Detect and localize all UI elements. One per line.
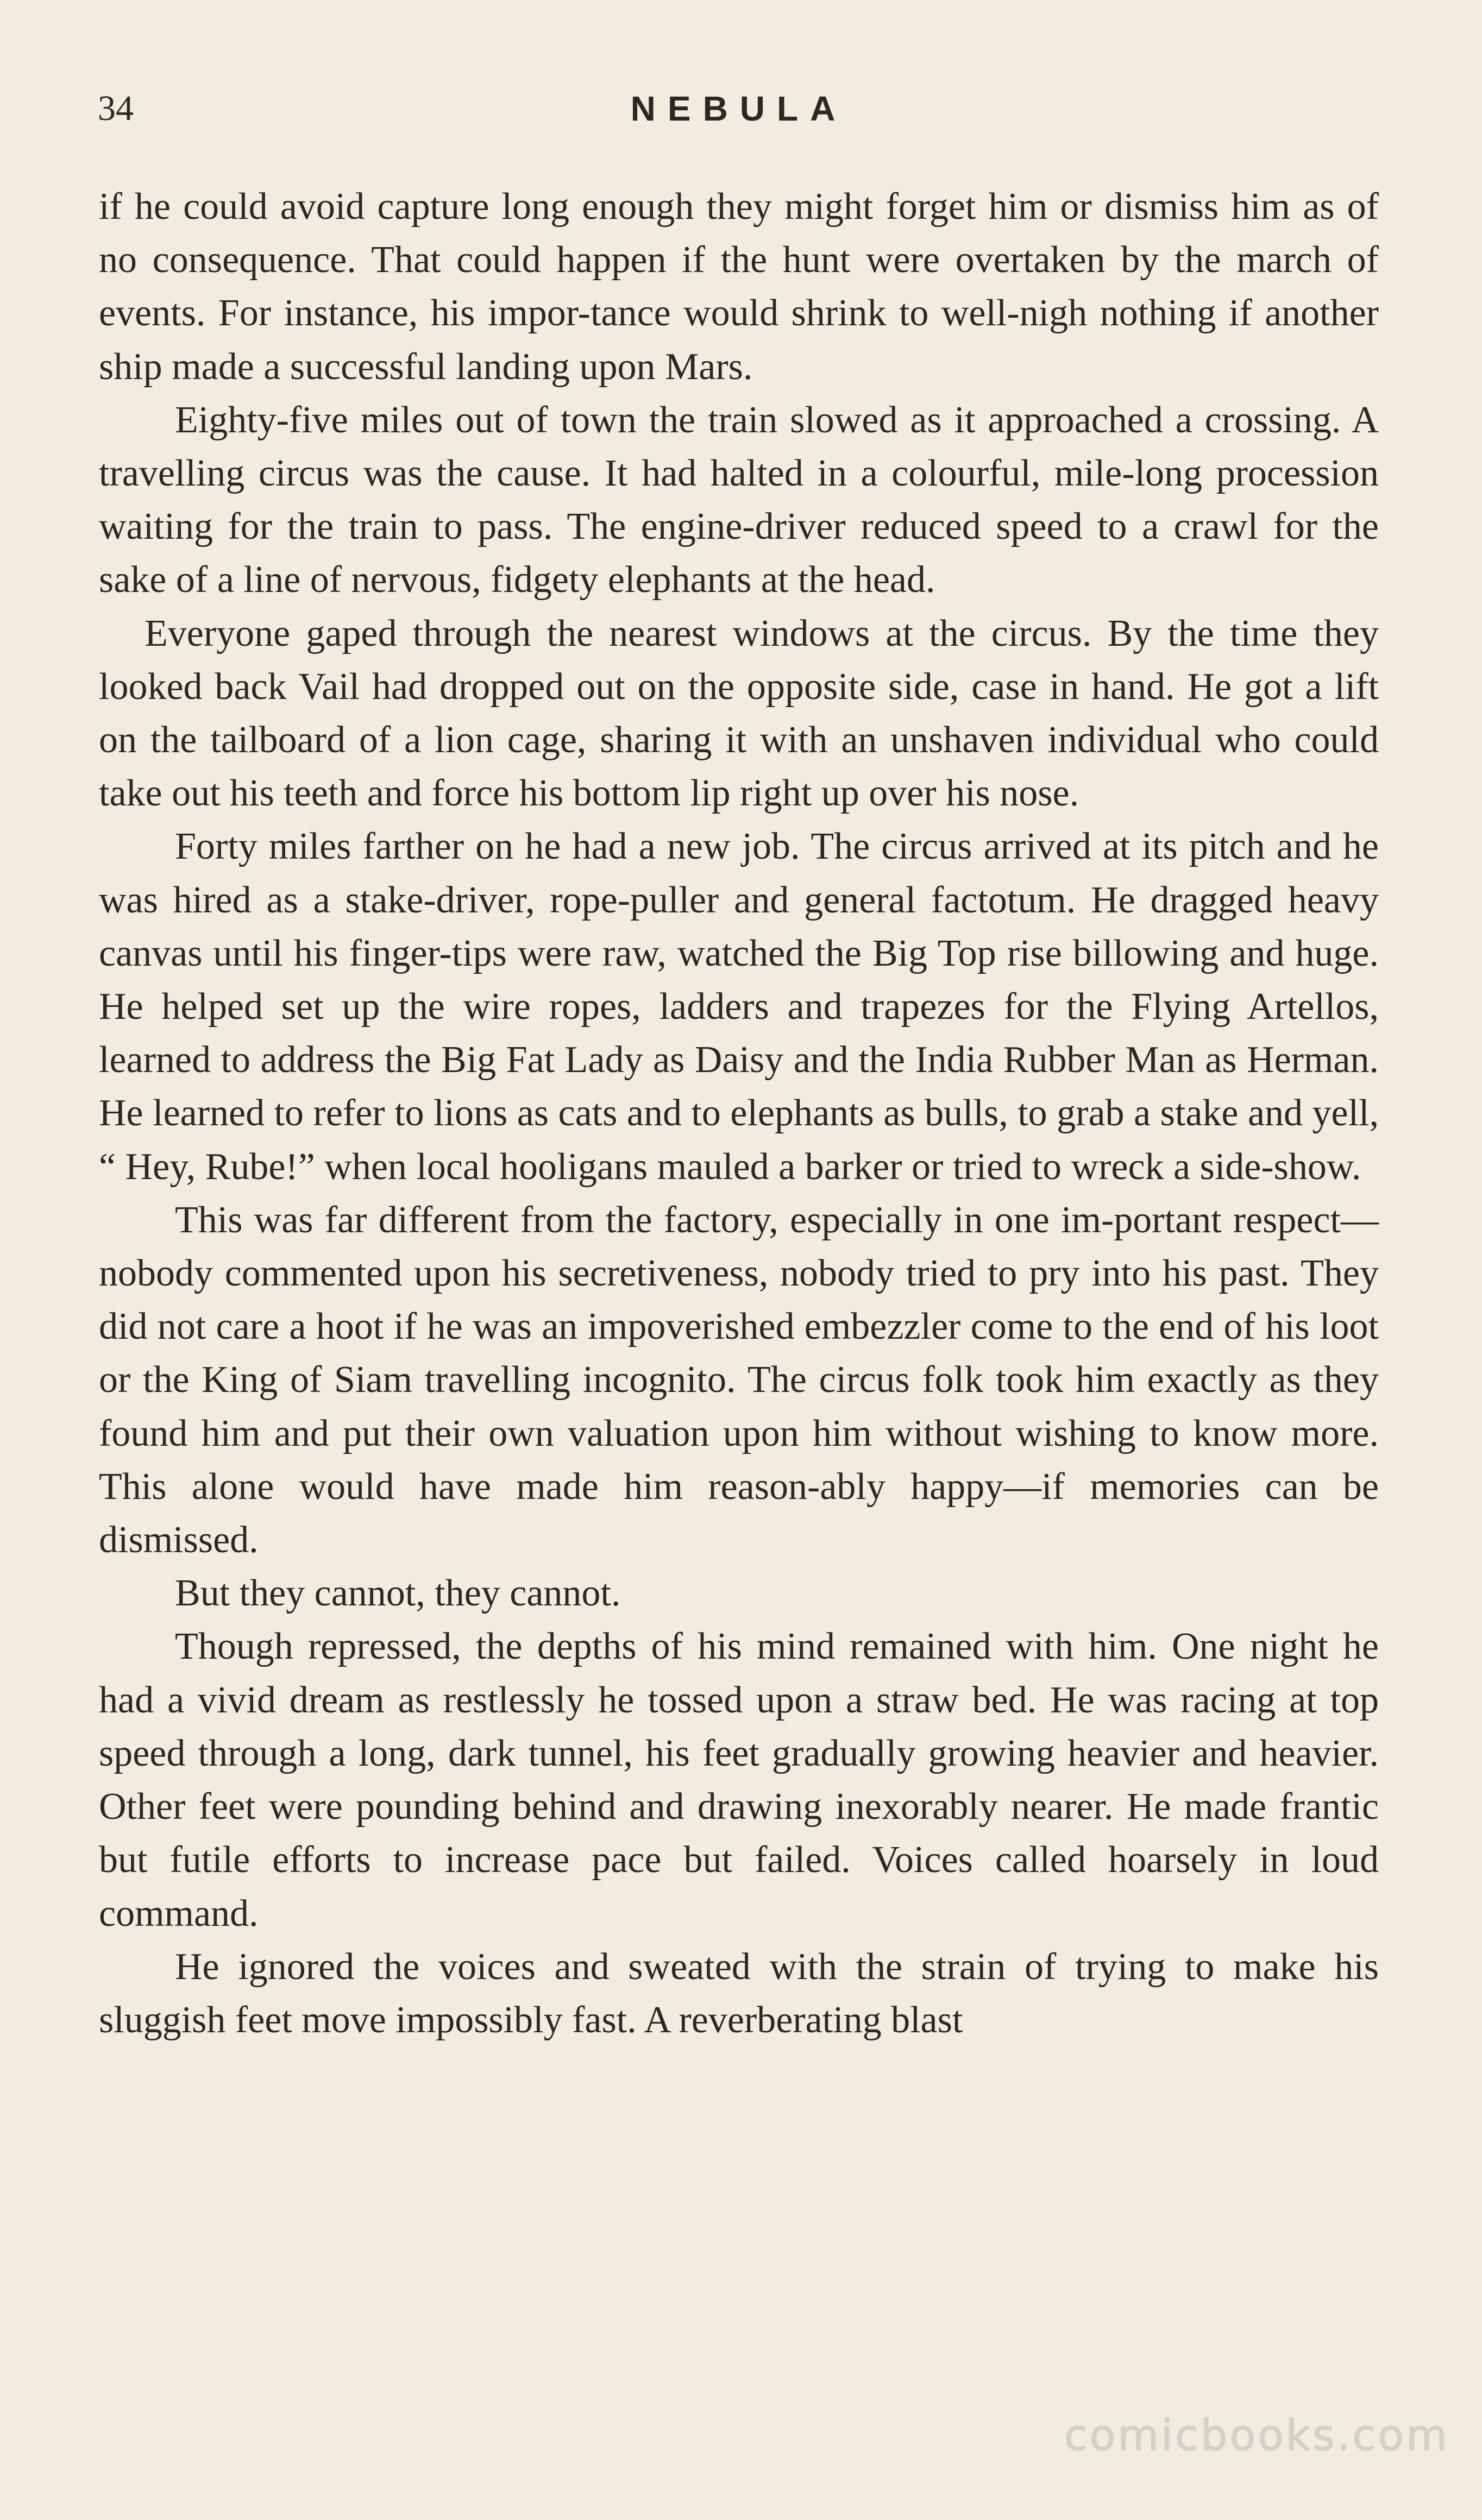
paragraph-1: if he could avoid capture long enough they might forget him or dismiss him as of no consequence. That could happen if the hunt were overtaken by the march of events. For instance, his impor-tance would shrink to well-nigh nothing if another ship made a successful landing upon Mars. xyxy=(99,186,1379,388)
paragraph-3: Everyone gaped through the nearest windows at the circus. By the time they looked back Vail had dropped out on the opposite side, case in hand. He got a lift on the tailboard of a lion cage, sharing it with an unshaven individual who could take out his teeth and force his bottom lip right up over his nose. xyxy=(99,612,1379,815)
running-title: NEBULA xyxy=(630,89,847,128)
body-text xyxy=(99,180,1379,2047)
paragraph-7: Though repressed, the depths of his mind remained with him. One night he had a vivid dream as restlessly he tossed upon a straw bed. He was racing at top speed through a long, dark tunnel, his feet gradually growing heavier and heavier. Other feet were pounding behind and drawing inexorably nearer. He made frantic but futile efforts to increase pace but failed. Voices called hoarsely in loud command. xyxy=(99,1626,1379,1935)
paragraph-8: He ignored the voices and sweated with the strain of trying to make his sluggish feet move impossibly fast. A reverberating blast xyxy=(99,1945,1379,2041)
paragraph-6: But they cannot, they cannot. xyxy=(175,1572,621,1615)
paragraph-5: This was far different from the factory, especially in one im-portant respect—nobody commented upon his secretiveness, nobody tried to pry into his past. They did not care a hoot if he was an impoverished embezzler come to the end of his loot or the King of Siam travelling incognito. The circus folk took him exactly as they found him and put their own valuation upon him without wishing to know more. This alone would have made him reason-ably happy—if memories can be dismissed. xyxy=(99,1199,1379,1561)
page-header xyxy=(98,81,1380,147)
watermark: comicbooks.com xyxy=(1064,2411,1449,2460)
page-number: 34 xyxy=(98,89,134,128)
paragraph-4: Forty miles farther on he had a new job. The circus arrived at its pitch and he was hired as a stake-driver, rope-puller and general factotum. He dragged heavy canvas until his finger-tips were raw, watched the Big Top rise billowing and huge. He helped set up the wire ropes, ladders and trapezes for the Flying Artellos, learned to address the Big Fat Lady as Daisy and the India Rubber Man as Herman. He learned to refer to lions as cats and to elephants as bulls, to grab a stake and yell, “ Hey, Rube!” when local hooligans mauled a barker or tried to wreck a side-show. xyxy=(99,826,1379,1188)
paragraph-2: Eighty-five miles out of town the train slowed as it approached a crossing. A travelling circus was the cause. It had halted in a colourful, mile-long procession waiting for the train to pass. The engine-driver reduced speed to a crawl for the sake of a line of nervous, fidgety elephants at the head. xyxy=(99,399,1379,601)
